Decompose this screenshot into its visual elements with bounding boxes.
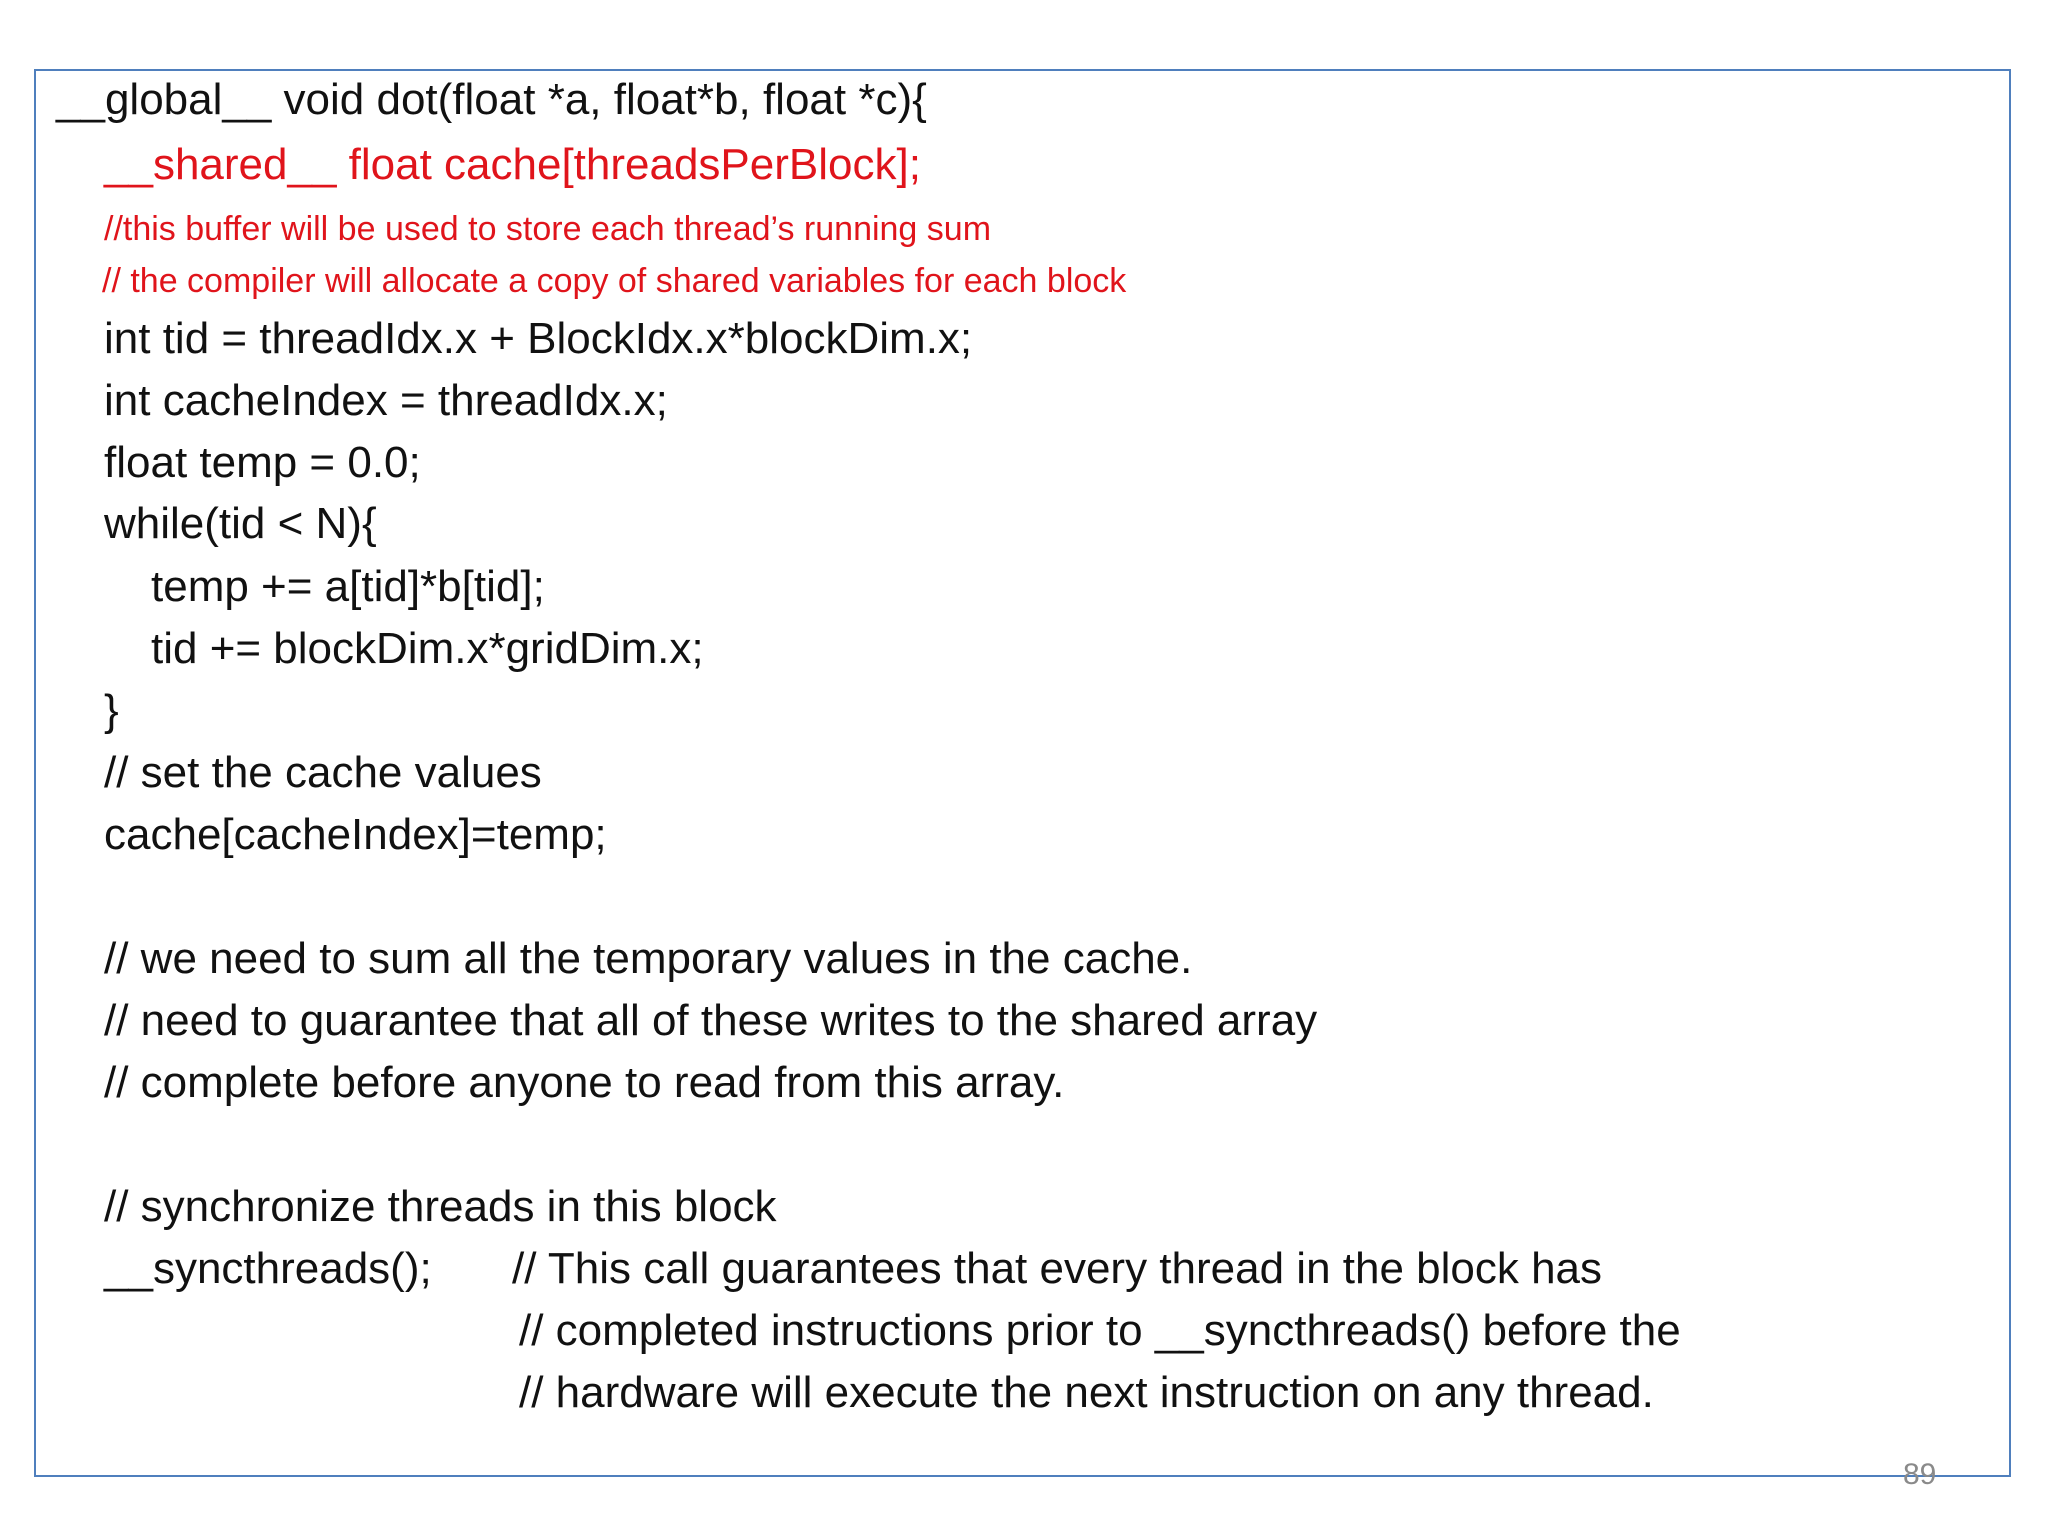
cache-assignment: cache[cacheIndex]=temp; (104, 810, 607, 859)
kernel-signature: __global__ void dot(float *a, float*b, float *c){ (56, 75, 927, 124)
sum-comment-2: // need to guarantee that all of these writes to the shared array (104, 996, 1318, 1045)
cache-index-assignment: int cacheIndex = threadIdx.x; (104, 376, 668, 425)
sum-comment-1: // we need to sum all the temporary values in the cache. (104, 934, 1193, 983)
tid-increment-line: tid += blockDim.x*gridDim.x; (151, 624, 704, 673)
compiler-comment: // the compiler will allocate a copy of shared variables for each block (102, 262, 1127, 300)
buffer-comment: //this buffer will be used to store each thread’s running sum (104, 210, 992, 248)
tid-assignment: int tid = threadIdx.x + BlockIdx.x*blockDim.x; (104, 314, 973, 363)
temp-initialization: float temp = 0.0; (104, 438, 421, 487)
syncthreads-note-3: // hardware will execute the next instruction on any thread. (519, 1368, 1654, 1417)
sum-comment-3: // complete before anyone to read from this array. (104, 1058, 1065, 1107)
slide-page-number: 89 (1903, 1458, 1937, 1491)
while-loop-close: } (104, 686, 119, 735)
set-cache-comment: // set the cache values (104, 748, 542, 797)
temp-accumulate-line: temp += a[tid]*b[tid]; (151, 562, 545, 611)
syncthreads-note-1: // This call guarantees that every thread in the block has (512, 1244, 1603, 1293)
shared-declaration: __shared__ float cache[threadsPerBlock]; (104, 140, 921, 189)
while-loop-header: while(tid < N){ (104, 499, 377, 548)
syncthreads-note-2: // completed instructions prior to __syncthreads() before the (519, 1306, 1681, 1355)
sync-comment: // synchronize threads in this block (104, 1182, 777, 1231)
syncthreads-call: __syncthreads(); (104, 1244, 432, 1293)
